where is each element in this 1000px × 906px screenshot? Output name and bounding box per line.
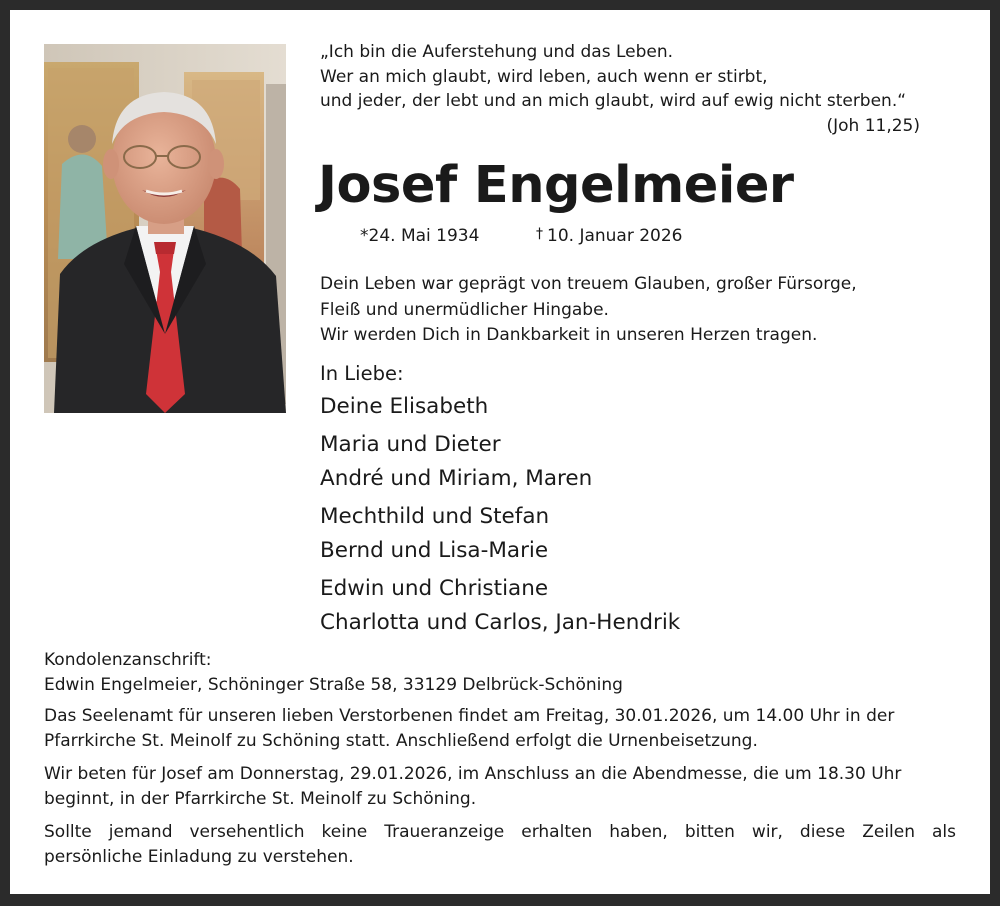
mourners-list: [320, 391, 680, 641]
mourner-name: Mechthild und Stefan: [320, 504, 550, 529]
death-date-group: [536, 226, 683, 246]
mourner-name: Bernd und Lisa-Marie: [320, 538, 549, 563]
tribute-line: Wir werden Dich in Dankbarkeit in unseren Herzen tragen.: [320, 325, 818, 345]
prayer-line: Wir beten für Josef am Donnerstag, 29.01.2026, im Anschluss an die Abendmesse, die um 18.30 Uhr: [44, 764, 902, 784]
mourner-name: Charlotta und Carlos, Jan-Hendrik: [320, 610, 681, 635]
tribute-line: Dein Leben war geprägt von treuem Glauben, großer Fürsorge,: [320, 274, 857, 294]
death-date: 10. Januar 2026: [547, 226, 683, 246]
mourner-name: Maria und Dieter: [320, 432, 501, 457]
verse-line: und jeder, der lebt und an mich glaubt, wird auf ewig nicht sterben.“: [320, 91, 907, 111]
mourner-name: Edwin und Christiane: [320, 576, 549, 601]
mourner-name: Deine Elisabeth: [320, 394, 489, 419]
mourner-name: André und Miriam, Maren: [320, 466, 593, 491]
portrait-photo: [44, 44, 286, 413]
verse-line: Wer an mich glaubt, wird leben, auch wenn er stirbt,: [320, 66, 768, 87]
prayer-paragraph: [44, 762, 956, 811]
service-line: Das Seelenamt für unseren lieben Verstorbenen findet am Freitag, 30.01.2026, um 14.00 Uhr in der: [44, 706, 895, 726]
mourners-intro: In Liebe:: [320, 362, 404, 385]
invitation-line: persönliche Einladung zu verstehen.: [44, 846, 354, 867]
invitation-paragraph: [44, 820, 956, 869]
verse-reference: (Joh 11,25): [826, 115, 920, 136]
condolence-address: [44, 648, 623, 698]
service-line: Pfarrkirche St. Meinolf zu Schöning statt. Anschließend erfolgt die Urnenbeisetzung.: [44, 730, 758, 751]
invitation-line: Sollte jemand versehentlich keine Traueranzeige erhalten haben, bitten wir, diese Zeilen als: [44, 822, 956, 842]
deceased-name: Josef Engelmeier: [318, 156, 794, 215]
prayer-line: beginnt, in der Pfarrkirche St. Meinolf zu Schöning.: [44, 788, 477, 809]
service-paragraph: [44, 704, 956, 753]
condolence-address-line: Edwin Engelmeier, Schöninger Straße 58, 33129 Delbrück-Schöning: [44, 675, 623, 695]
tribute-line: Fleiß und unermüdlicher Hingabe.: [320, 299, 609, 320]
tribute-text: [320, 272, 940, 349]
condolence-label: Kondolenzanschrift:: [44, 650, 212, 670]
birth-date: *24. Mai 1934: [360, 226, 480, 246]
bible-verse: [320, 40, 920, 138]
verse-line: „Ich bin die Auferstehung und das Leben.: [320, 42, 674, 62]
cross-icon: †: [536, 226, 543, 242]
obituary-notice: [10, 10, 990, 894]
